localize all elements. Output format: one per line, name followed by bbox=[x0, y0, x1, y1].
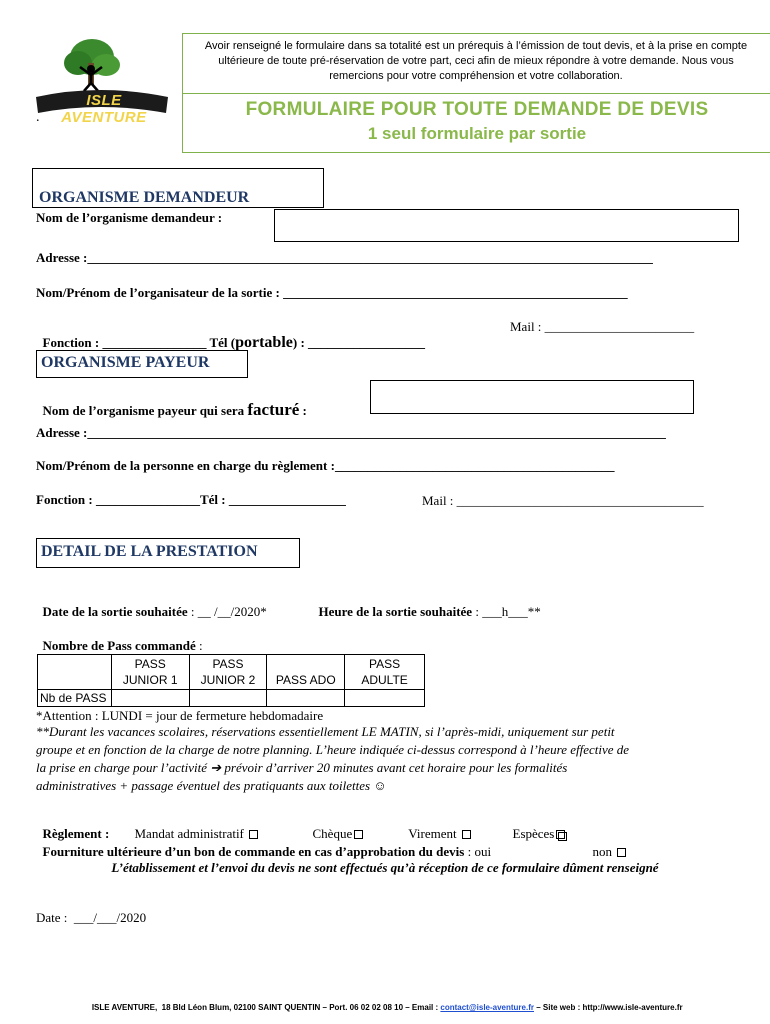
option-virement-label: Virement bbox=[408, 826, 457, 841]
pass-cell-ado[interactable] bbox=[267, 690, 345, 707]
bon-commande-label: Fourniture ultérieure d’un bon de commande en cas d’approbation du devis bbox=[42, 844, 465, 859]
note-vacances bbox=[36, 723, 766, 795]
page-footer bbox=[0, 994, 770, 1012]
date-label: Date de la sortie souhaitée bbox=[42, 604, 188, 619]
note-vacances-line: groupe et en fonction de la charge de notre planning. L’heure indiquée ci-dessus correspond à l’heure effective de bbox=[36, 742, 630, 757]
note-vacances-line: **Durant les vacances scolaires, réservations essentiellement LE MATIN, si l’après-midi, uniquement sur petit bbox=[36, 724, 615, 739]
non-label: non bbox=[592, 844, 612, 859]
pass-table-corner bbox=[38, 655, 112, 690]
bon-non[interactable] bbox=[586, 828, 626, 860]
date-line[interactable] bbox=[36, 588, 267, 620]
pass-row-label: Nb de PASS bbox=[38, 690, 112, 707]
payeur-mail-line[interactable]: Mail : ______________________________________ bbox=[422, 493, 704, 508]
payeur-address-line[interactable]: Adresse :_________________________________________________________________________________________ bbox=[36, 425, 666, 440]
pass-header-junior1: PASS JUNIOR 1 bbox=[111, 655, 189, 690]
footer-note: L’établissement et l’envoi du devis ne sont effectués qu’à réception de ce formulaire dûment renseigné bbox=[111, 860, 659, 875]
section-payeur-title-box bbox=[36, 350, 248, 378]
pass-table-row bbox=[38, 690, 425, 707]
section-payeur-title: ORGANISME PAYEUR bbox=[41, 354, 210, 371]
note-attention: *Attention : LUNDI = jour de fermeture hebdomadaire bbox=[36, 708, 324, 723]
demandeur-address-line[interactable]: Adresse :_______________________________________________________________________________________ bbox=[36, 250, 653, 265]
demandeur-name-label: Nom de l’organisme demandeur : bbox=[36, 210, 223, 225]
logo-dot: . bbox=[36, 110, 40, 125]
non-checkbox[interactable] bbox=[617, 848, 626, 857]
bon-commande-line bbox=[36, 828, 491, 860]
footer-email-link[interactable]: contact@isle-aventure.fr bbox=[440, 1003, 534, 1012]
bon-commande-colon: : oui bbox=[464, 844, 492, 859]
portable-label: portable bbox=[235, 334, 293, 351]
demandeur-function-after: ) : __________________ bbox=[292, 335, 426, 350]
facture-label: facturé bbox=[247, 400, 300, 419]
demandeur-organizer-line[interactable]: Nom/Prénom de l’organisateur de la sortie : _____________________________________________________ bbox=[36, 285, 628, 300]
date-signature-line[interactable]: Date : ___/___/2020 bbox=[36, 910, 147, 925]
header-divider bbox=[183, 93, 770, 94]
payeur-function-line[interactable]: Fonction : ________________Tél : __________________ bbox=[36, 492, 346, 507]
payeur-name-line bbox=[36, 384, 307, 420]
header-notice: Avoir renseigné le formulaire dans sa totalité est un prérequis à l’émission de tout devis, et à la prise en compte ultérieure de toute pré-réservation de votre part, ceci afin de mieux répondre à votre demande. Nous vous remercions pour votre compréhension et votre collaboration. bbox=[204, 40, 748, 82]
hour-label: Heure de la sortie souhaitée bbox=[318, 604, 473, 619]
pass-count-colon: : bbox=[195, 638, 203, 653]
note-vacances-line: la prise en charge pour l’activité ➔ prévoir d’arriver 20 minutes avant cet horaire pour les formalités bbox=[36, 760, 568, 775]
payeur-person-line[interactable]: Nom/Prénom de la personne en charge du règlement :___________________________________________ bbox=[36, 458, 615, 473]
pass-header-ado: PASS ADO bbox=[267, 655, 345, 690]
pass-header-junior2: PASS JUNIOR 2 bbox=[189, 655, 267, 690]
oui-checkbox[interactable] bbox=[558, 832, 567, 841]
logo-text: ISLE AVENTURE bbox=[61, 92, 147, 126]
demandeur-function-label: Fonction : ________________ Tél ( bbox=[42, 335, 236, 350]
pass-cell-junior2[interactable] bbox=[189, 690, 267, 707]
bon-oui-checkbox-wrap[interactable] bbox=[556, 828, 567, 844]
payeur-name-label: Nom de l’organisme payeur qui sera bbox=[42, 403, 245, 418]
page-subtitle: 1 seul formulaire par sortie bbox=[367, 124, 587, 143]
pass-count-line bbox=[36, 622, 203, 654]
note-vacances-line: administratives + passage éventuel des pratiquants aux toilettes ☺ bbox=[36, 778, 387, 793]
section-prestation-title-box bbox=[36, 538, 300, 568]
pass-cell-adulte[interactable] bbox=[345, 690, 425, 707]
section-prestation-title: DETAIL DE LA PRESTATION bbox=[41, 543, 258, 560]
pass-table-header-row bbox=[38, 655, 425, 690]
hour-line[interactable] bbox=[312, 588, 541, 620]
option-cheque-label: Chèque bbox=[312, 826, 353, 841]
demandeur-function-line[interactable] bbox=[36, 318, 425, 352]
pass-header-adulte: PASS ADULTE bbox=[345, 655, 425, 690]
section-demandeur-title-box bbox=[32, 168, 324, 208]
page-title: FORMULAIRE POUR TOUTE DEMANDE DE DEVIS bbox=[245, 99, 709, 120]
pass-table bbox=[37, 654, 425, 707]
demandeur-mail-line[interactable]: Mail : _______________________ bbox=[510, 319, 695, 334]
payeur-name-field[interactable] bbox=[370, 380, 694, 414]
pass-cell-junior1[interactable] bbox=[111, 690, 189, 707]
header-box bbox=[182, 33, 770, 153]
option-especes-label: Espèces bbox=[512, 826, 555, 841]
option-mandat-label: Mandat administratif bbox=[134, 826, 244, 841]
pass-count-label: Nombre de Pass commandé bbox=[42, 638, 196, 653]
footer-website: – Site web : http://www.isle-aventure.fr bbox=[534, 1003, 683, 1012]
reglement-label: Règlement : bbox=[42, 826, 110, 841]
footer-address: ISLE AVENTURE, 18 Bld Léon Blum, 02100 SAINT QUENTIN – Port. 06 02 02 08 10 – Email : bbox=[91, 1003, 441, 1012]
logo bbox=[30, 35, 172, 126]
demandeur-name-field[interactable] bbox=[274, 209, 739, 242]
date-value: : __ /__/2020* bbox=[187, 604, 267, 619]
section-demandeur-title: ORGANISME DEMANDEUR bbox=[39, 189, 250, 206]
payeur-colon: : bbox=[302, 403, 307, 418]
hour-value: : ___h___** bbox=[472, 604, 541, 619]
